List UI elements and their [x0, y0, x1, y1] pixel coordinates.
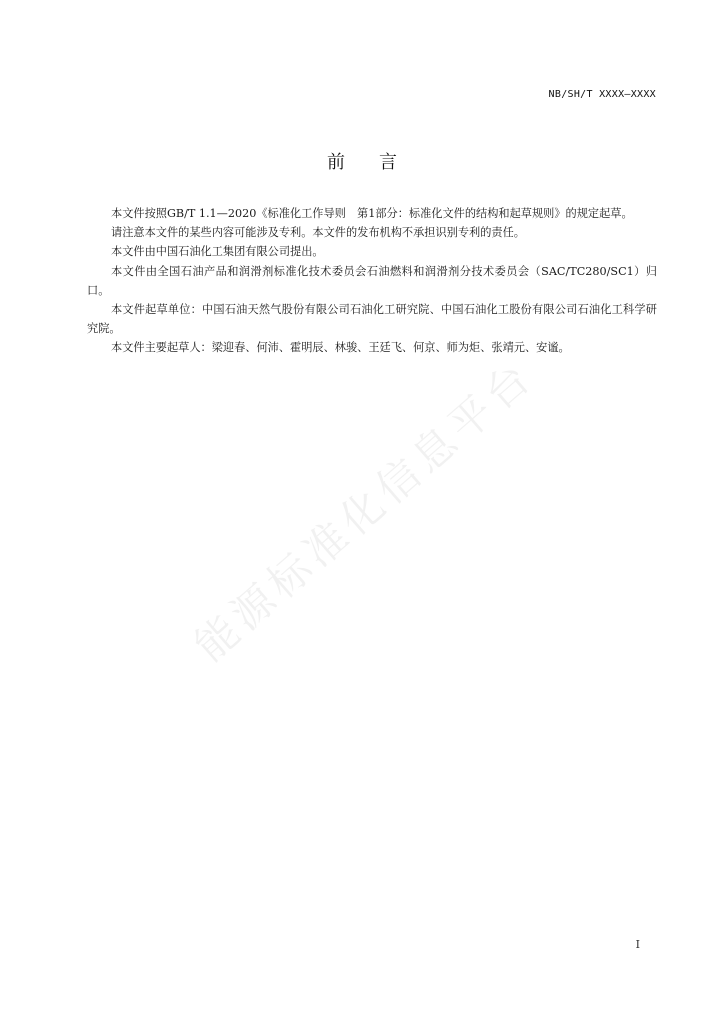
- paragraph-patent-notice: 请注意本文件的某些内容可能涉及专利。本文件的发布机构不承担识别专利的责任。: [111, 226, 525, 240]
- paragraph-drafters: 本文件主要起草人：梁迎春、何沛、霍明辰、林骏、王廷飞、何京、师为炬、张靖元、安谧。: [111, 341, 570, 355]
- document-code: NB/SH/T XXXX—XXXX: [548, 89, 656, 100]
- paragraph-proposer: 本文件由中国石油化工集团有限公司提出。: [111, 245, 324, 259]
- foreword-body: [87, 204, 657, 358]
- page-number: I: [635, 938, 640, 951]
- paragraph-committee: 本文件由全国石油产品和润滑剂标准化技术委员会石油燃料和润滑剂分技术委员会（SAC/TC280/SC1）归口。: [87, 264, 657, 297]
- paragraph-drafting-rules: 本文件按照GB/T 1.1—2020《标准化工作导则 第1部分：标准化文件的结构和起草规则》的规定起草。: [111, 207, 633, 220]
- paragraph-drafting-units: 本文件起草单位：中国石油天然气股份有限公司石油化工研究院、中国石油化工股份有限公司石油化工科学研究院。: [87, 303, 657, 336]
- section-title: 前言: [327, 152, 431, 173]
- watermark-text: 能源标准化信息平台: [185, 350, 544, 672]
